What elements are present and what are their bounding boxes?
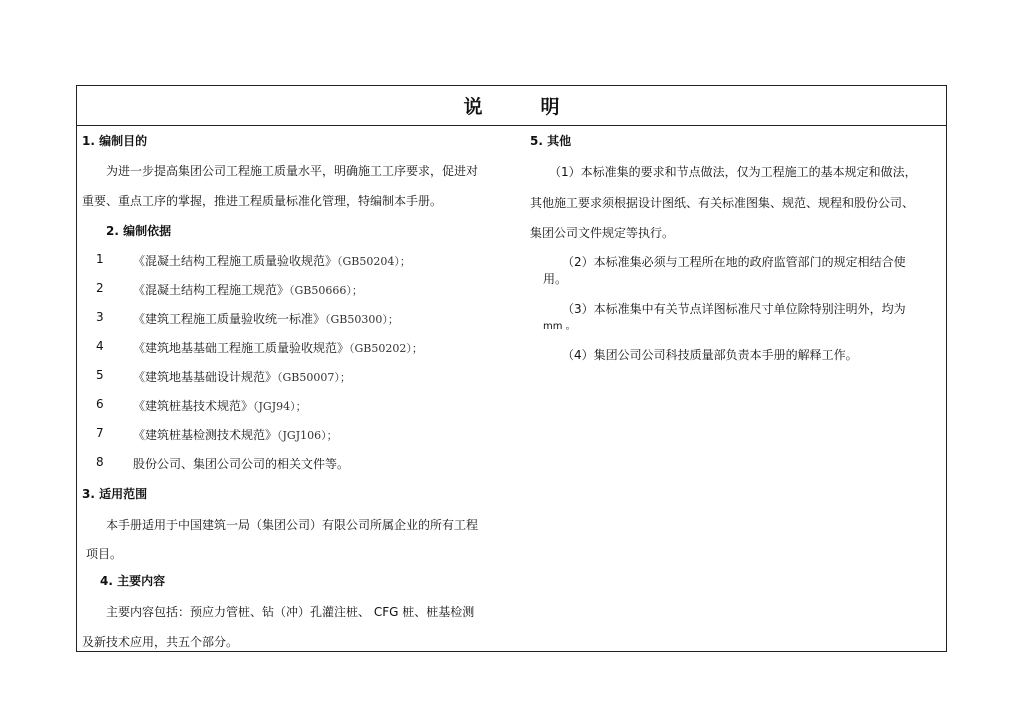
reference-number: 2 [96,281,104,295]
reference-code: （JGJ94）； [253,400,307,413]
section-3-heading: 3. 适用范围 [82,487,148,501]
other-item-1-line-3: 集团公司文件规定等执行。 [530,226,675,240]
reference-code: （GB50666）； [289,284,363,297]
section-1-heading: 1. 编制目的 [82,134,148,148]
title-bar [77,86,946,126]
section-1-para-line-2: 重要、重点工序的掌握，推进工程质量标准化管理，特编制本手册。 [82,194,443,208]
section-3-para-line-2: 项目。 [86,547,123,561]
reference-number: 7 [96,426,104,440]
section-4-para-line-2: 及新技术应用，共五个部分。 [82,635,239,649]
section-2-heading: 2. 编制依据 [106,224,172,238]
reference-name: 《混凝土结构工程施工质量验收规范》 [133,254,338,268]
reference-code: （JGJ106）； [277,429,338,442]
reference-code: （GB50204）； [337,255,411,268]
reference-name: 《建筑桩基技术规范》 [133,399,254,413]
reference-number: 3 [96,310,104,324]
other-item-3-line-1: （3）本标准集中有关节点详图标准尺寸单位除特别注明外，均为 [562,302,906,316]
page-title-right: 明 [540,96,560,118]
other-item-2-line-2: 用。 [543,272,568,286]
reference-code: （GB50300）； [325,313,399,326]
other-item-4-line-1: （4）集团公司公司科技质量部负责本手册的解释工作。 [562,348,858,362]
other-item-1-line-1: （1）本标准集的要求和节点做法，仅为工程施工的基本规定和做法， [549,165,917,179]
reference-code: （GB50007）； [277,371,351,384]
reference-name: 《建筑桩基检测技术规范》 [133,428,278,442]
section-3-para-line-1: 本手册适用于中国建筑一局（集团公司）有限公司所属企业的所有工程 [106,518,479,532]
reference-code: （GB50202）； [349,342,423,355]
page-title-left: 说 [463,96,483,118]
reference-number: 6 [96,397,104,411]
other-item-1-line-2: 其他施工要求须根据设计图纸、有关标准图集、规范、规程和股份公司、 [530,196,915,210]
reference-number: 5 [96,368,104,382]
reference-number: 1 [96,252,104,266]
section-4-para-line-1: 主要内容包括：预应力管桩、钻（冲）孔灌注桩、 CFG 桩、桩基检测 [106,605,475,619]
section-4-heading: 4. 主要内容 [100,574,166,588]
other-item-2-line-1: （2）本标准集必须与工程所在地的政府监管部门的规定相结合使 [562,255,906,269]
reference-name: 《混凝土结构工程施工规范》 [133,283,290,297]
section-5-heading: 5. 其他 [530,134,572,148]
reference-number: 4 [96,339,104,353]
section-1-para-line-1: 为进一步提高集团公司工程施工质量水平，明确施工工序要求，促进对 [106,164,479,178]
reference-name: 《建筑地基基础设计规范》 [133,370,278,384]
reference-name: 股份公司、集团公司公司的相关文件等。 [133,457,350,471]
reference-number: 8 [96,455,104,469]
other-item-3-line-2: mm 。 [543,321,576,332]
reference-name: 《建筑地基基础工程施工质量验收规范》 [133,341,350,355]
reference-name: 《建筑工程施工质量验收统一标准》 [133,312,326,326]
